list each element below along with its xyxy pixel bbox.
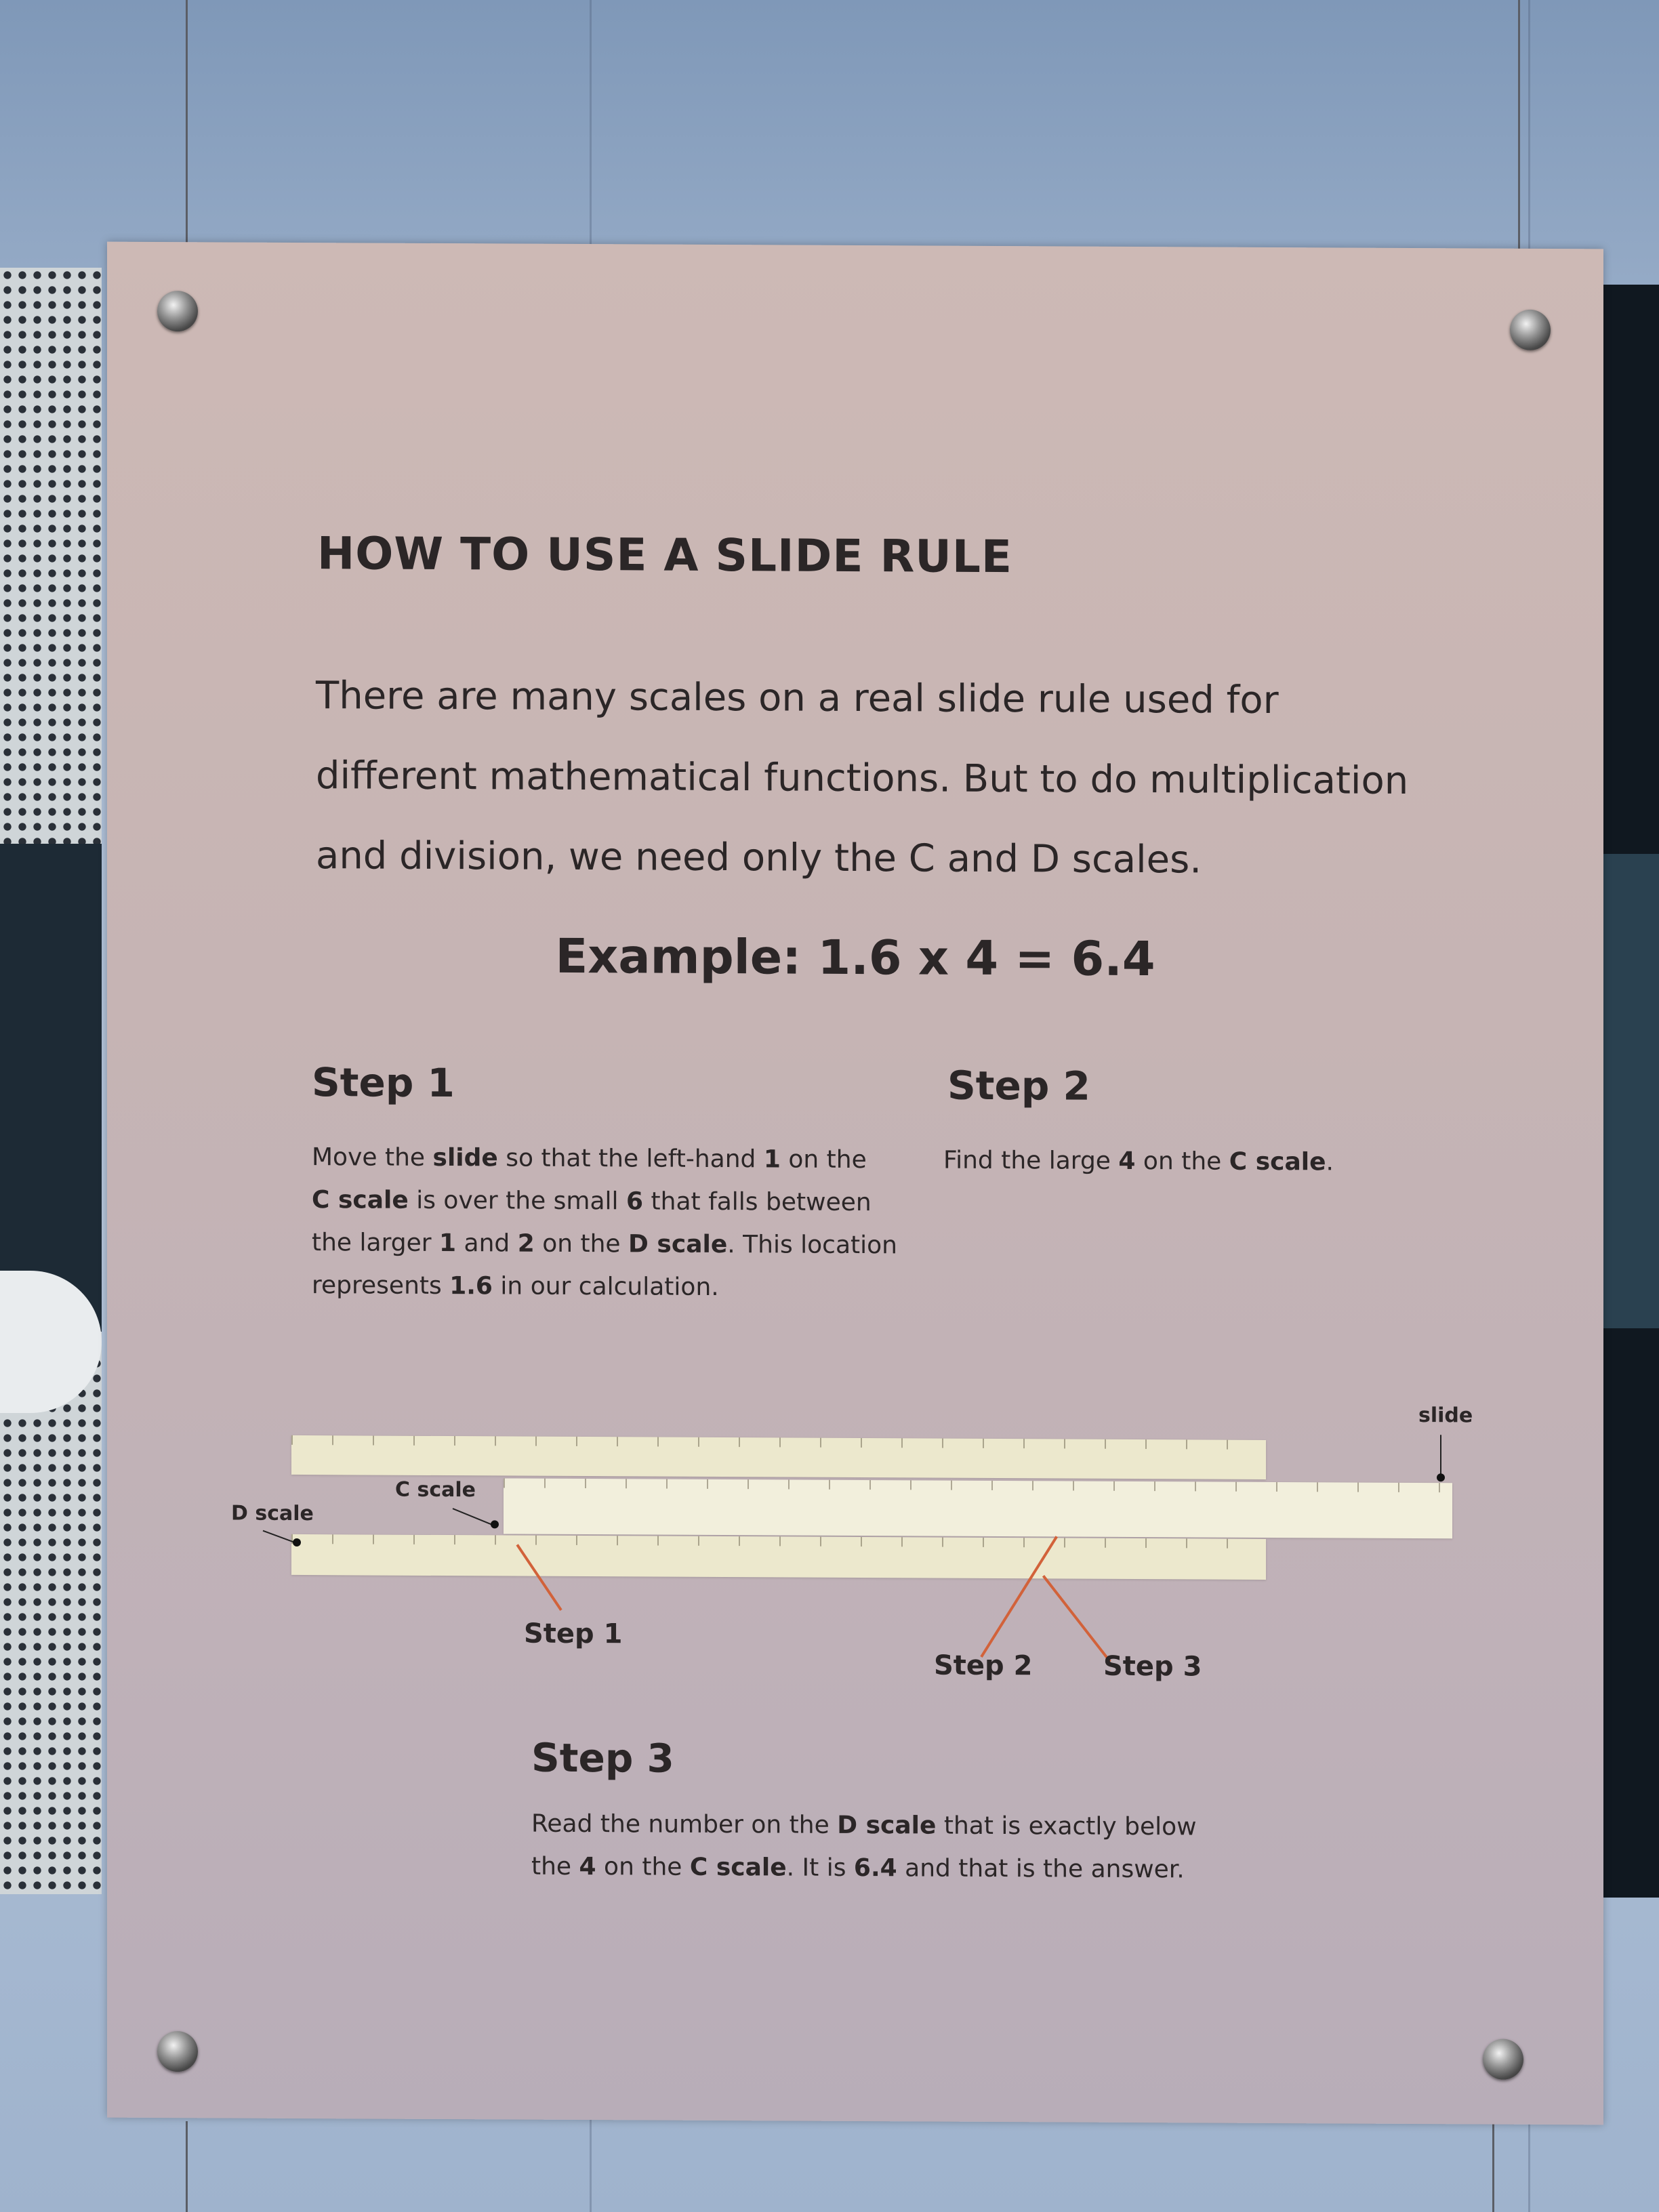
- background-dark-panel: [1598, 285, 1659, 1898]
- step-text-line: Move the slide so that the left-hand 1 on the: [312, 1143, 867, 1174]
- photo-dark-band: [0, 844, 102, 1332]
- step3-arrow: [1042, 1575, 1111, 1662]
- slide-rule-upper-stock: [291, 1435, 1266, 1479]
- c-scale-label: C scale: [395, 1477, 476, 1502]
- emphasis-text: C scale: [689, 1853, 787, 1882]
- step-text-line: the larger 1 and 2 on the D scale. This location: [312, 1229, 897, 1260]
- d-scale-label: D scale: [231, 1501, 314, 1526]
- step1-text: [312, 1136, 897, 1309]
- emphasis-text: D scale: [628, 1230, 728, 1259]
- background-dark-panel-mid: [1598, 854, 1659, 1328]
- intro-paragraph: [316, 656, 1536, 902]
- c-scale-leader-dot: [491, 1520, 499, 1528]
- step2-diagram-label: Step 2: [934, 1650, 1033, 1682]
- emphasis-text: 4: [1118, 1147, 1136, 1176]
- emphasis-text: 1.6: [449, 1272, 493, 1300]
- emphasis-text: 1: [439, 1229, 457, 1258]
- emphasis-text: 6.4: [853, 1853, 897, 1883]
- example-equation: Example: 1.6 x 4 = 6.4: [555, 928, 1155, 987]
- step2-heading: Step 2: [947, 1062, 1090, 1109]
- hanging-wire: [186, 2121, 188, 2212]
- emphasis-text: 6: [626, 1187, 644, 1216]
- mounting-bolt-icon: [157, 2031, 198, 2072]
- mounting-bolt-icon: [1510, 310, 1551, 350]
- mounting-bolt-icon: [1483, 2039, 1523, 2080]
- d-scale-leader-dot: [293, 1538, 301, 1547]
- emphasis-text: C scale: [1229, 1147, 1326, 1176]
- hanging-wire: [1518, 0, 1520, 261]
- mounting-bolt-icon: [157, 291, 198, 331]
- step3-heading: Step 3: [531, 1734, 674, 1782]
- step1-heading: Step 1: [312, 1059, 455, 1107]
- slide-rule-lower-stock: [291, 1534, 1266, 1580]
- intro-line: There are many scales on a real slide rule used for: [316, 674, 1279, 723]
- d-scale-leader-line: [263, 1530, 295, 1543]
- step-text-line: C scale is over the small 6 that falls between: [312, 1186, 872, 1217]
- emphasis-text: C scale: [312, 1186, 409, 1214]
- slide-rule-sign: [107, 242, 1603, 2125]
- emphasis-text: D scale: [837, 1811, 937, 1840]
- step2-text: [943, 1139, 1334, 1184]
- slide-leader-dot: [1437, 1473, 1445, 1481]
- step-text-line: represents 1.6 in our calculation.: [312, 1271, 719, 1302]
- step3-text: [531, 1803, 1197, 1891]
- emphasis-text: 2: [517, 1229, 535, 1258]
- background-halftone-photo: [0, 268, 102, 1894]
- intro-line: different mathematical functions. But to do multiplication: [316, 754, 1409, 803]
- step-text-line: the 4 on the C scale. It is 6.4 and that is the answer.: [531, 1852, 1185, 1884]
- emphasis-text: 1: [763, 1145, 781, 1174]
- slide-rule-slide: [504, 1478, 1452, 1538]
- emphasis-text: slide: [432, 1143, 498, 1172]
- slide-leader-line: [1440, 1435, 1441, 1474]
- slide-label: slide: [1418, 1404, 1473, 1428]
- step3-diagram-label: Step 3: [1103, 1650, 1202, 1683]
- intro-line: and division, we need only the C and D scales.: [316, 834, 1202, 882]
- step-text-line: Find the large 4 on the C scale.: [943, 1146, 1334, 1176]
- step1-diagram-label: Step 1: [524, 1618, 623, 1650]
- sign-title: HOW TO USE A SLIDE RULE: [317, 527, 1013, 583]
- step-text-line: Read the number on the D scale that is exactly below: [531, 1809, 1197, 1841]
- emphasis-text: 4: [579, 1853, 596, 1881]
- c-scale-leader-line: [453, 1508, 492, 1525]
- hanging-wire: [186, 0, 188, 247]
- hanging-wire: [1492, 2121, 1494, 2212]
